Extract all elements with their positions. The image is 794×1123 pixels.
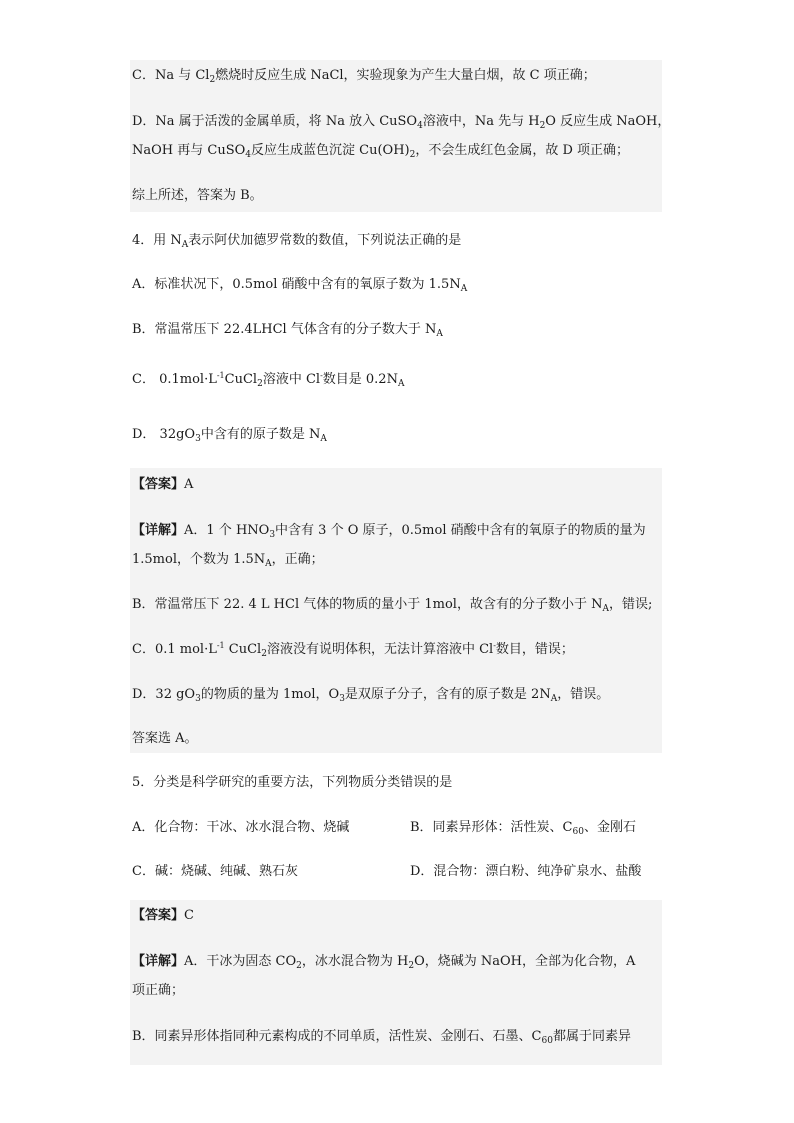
q5-option-d: D．混合物：漂白粉、纯净矿泉水、盐酸 [410, 864, 642, 879]
prev-explanation-d-line2: NaOH 再与 CuSO$_4$反应生成蓝色沉淀 $Cu(OH)_2$，不会生成红色金属，故 D 项正确； [132, 143, 630, 160]
q4-option-b: B．常温常压下 22.4LHCl 气体含有的分子数大于 $N_A$ [132, 322, 443, 339]
q4-option-d: D． $32gO_3$中含有的原子数是 $N_A$ [132, 427, 327, 444]
q5-option-b: B．同素异形体：活性炭、$C_{60}$、金刚石 [410, 820, 636, 837]
q5-option-c: C．碱：烧碱、纯碱、熟石灰 [132, 864, 298, 879]
prev-explanation-c: C．Na 与 $Cl_2$燃烧时反应生成 NaCl，实验现象为产生大量白烟，故 C 项正确； [132, 68, 596, 85]
prev-summary: 综上所述，答案为 B。 [132, 188, 263, 203]
prev-explanation-d-line1: D．Na 属于活泼的金属单质，将 Na 放入 CuSO$_4$溶液中，Na 先与 $H_2O$ 反应生成 NaOH， [132, 114, 671, 131]
q4-option-a: A．标准状况下，0.5mol 硝酸中含有的氧原子数为 $1.5N_A$ [132, 277, 468, 294]
q5-detail-a-line2: 项正确； [132, 983, 185, 998]
q4-stem: 4．用 $N_A$表示阿伏加德罗常数的数值，下列说法正确的是 [132, 233, 462, 250]
q4-option-c: C． $0.1mol\cdot L^{-1}CuCl_2$溶液中 Cl-数目是 $0.2N_A$ [132, 371, 405, 389]
q4-answer: 【答案】A [132, 477, 194, 492]
q5-option-a: A．化合物：干冰、冰水混合物、烧碱 [132, 820, 350, 835]
q5-answer: 【答案】C [132, 908, 194, 923]
q4-detail-a-line2: 1.5mol，个数为 $1.5N_A$，正确； [132, 552, 324, 569]
q4-final-answer: 答案选 A。 [132, 731, 198, 746]
q4-detail-c: C．0.1 $mol\cdot L^{-1}$ CuCl$_2$溶液没有说明体积，无法计算溶液中 Cl-数目，错误； [132, 641, 574, 659]
q5-detail-b-line1: B．同素异形体指同种元素构成的不同单质，活性炭、金刚石、石墨、$C_{60}$都属于同素异 [132, 1029, 631, 1046]
q5-stem: 5．分类是科学研究的重要方法，下列物质分类错误的是 [132, 775, 453, 790]
q4-detail-d: D．32 $gO_3$的物质的量为 1mol，$O_3$是双原子分子，含有的原子数是 $2N_A$，错误。 [132, 687, 610, 704]
q5-options-row1 [132, 818, 662, 838]
q4-detail-a-line1: 【详解】A．1 个 $HNO_3$中含有 3 个 O 原子，0.5mol 硝酸中含有的氧原子的物质的量为 [132, 523, 646, 540]
q5-options-row2 [132, 862, 662, 882]
q5-detail-a-line1: 【详解】A．干冰为固态 $CO_2$，冰水混合物为 $H_2O$，烧碱为 NaOH，全部为化合物，A [132, 954, 636, 971]
q4-detail-b: B．常温常压下 22. 4 L HCl 气体的物质的量小于 1mol，故含有的分子数小于 $N_A$，错误; [132, 597, 653, 614]
